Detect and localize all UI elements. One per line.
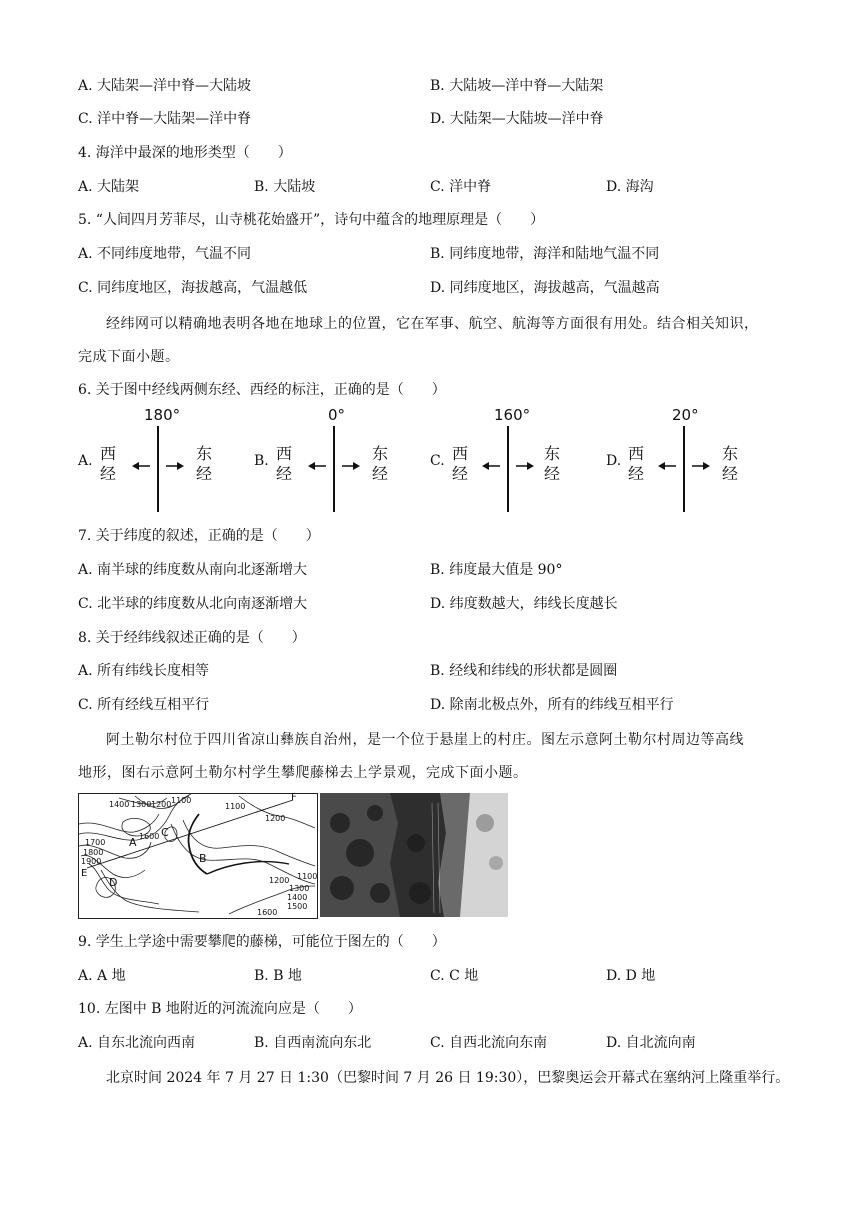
q6-stem: 6. 关于图中经线两侧东经、西经的标注，正确的是（ ） xyxy=(78,382,446,398)
q6-figure-a-degree: 180° xyxy=(144,406,181,424)
q6-figure-a-west: 西经 xyxy=(100,444,117,483)
q9-option-a: A. A 地 xyxy=(78,968,126,984)
contour-point-c: C xyxy=(161,826,169,839)
q6-figure-c-letter: C. xyxy=(430,453,445,469)
cliff-photo xyxy=(320,793,508,917)
q6-figure-d-letter: D. xyxy=(606,453,622,469)
q8-option-a: A. 所有纬线长度相等 xyxy=(78,663,210,679)
q5-option-b: B. 同纬度地带，海洋和陆地气温不同 xyxy=(430,246,660,262)
q3-option-c: C. 洋中脊—大陆架—洋中脊 xyxy=(78,111,252,127)
contour-label-1800: 1800 xyxy=(83,848,104,857)
q7-option-b: B. 纬度最大值是 90° xyxy=(430,562,563,578)
contour-label-1700: 1700 xyxy=(85,838,106,847)
intro2-line1: 阿土勒尔村位于四川省凉山彝族自治州，是一个位于悬崖上的村庄。图左示意阿土勒尔村周边等高线 xyxy=(106,732,744,748)
contour-label-1400-lower: 1400 xyxy=(287,893,308,902)
contour-label-1100-left: 1100 xyxy=(171,796,192,805)
q7-option-d: D. 纬度数越大，纬线长度越长 xyxy=(430,596,618,612)
q6-figure-c-west: 西经 xyxy=(452,444,469,483)
contour-label-1500-lower: 1500 xyxy=(287,902,308,911)
q6-figure-d xyxy=(606,404,776,514)
contour-label-1600: 1600 xyxy=(139,832,160,841)
contour-label-1100-lower: 1100 xyxy=(297,872,318,881)
q8-option-b: B. 经线和纬线的形状都是圆圈 xyxy=(430,663,618,679)
contour-label-1400: 1400 xyxy=(109,800,130,809)
q6-figure-b-letter: B. xyxy=(254,453,269,469)
contour-point-a: A xyxy=(129,836,137,849)
contour-point-e: E xyxy=(81,868,88,879)
q6-figure-b-west: 西经 xyxy=(276,444,293,483)
q9-option-b: B. B 地 xyxy=(254,968,302,984)
q10-option-d: D. 自北流向南 xyxy=(606,1035,696,1051)
q6-figure-c-degree: 160° xyxy=(494,406,531,424)
q5-option-c: C. 同纬度地区，海拔越高，气温越低 xyxy=(78,280,308,296)
q6-figure-d-east: 东经 xyxy=(722,444,739,483)
intro3-line1: 北京时间 2024 年 7 月 27 日 1:30（巴黎时间 7 月 26 日 19:30），巴黎奥运会开幕式在塞纳河上隆重举行。 xyxy=(106,1070,790,1086)
q10-option-a: A. 自东北流向西南 xyxy=(78,1035,196,1051)
q3-option-d: D. 大陆架—大陆坡—洋中脊 xyxy=(430,111,604,127)
contour-label-1200-right: 1200 xyxy=(265,814,286,823)
contour-label-1200-lower: 1200 xyxy=(269,876,290,885)
q6-figure-d-degree: 20° xyxy=(672,406,699,424)
q6-figure-a xyxy=(78,404,248,514)
q4-option-d: D. 海沟 xyxy=(606,179,654,195)
q3-option-b: B. 大陆坡—洋中脊—大陆架 xyxy=(430,78,604,94)
q5-stem: 5. “人间四月芳菲尽，山寺桃花始盛开”，诗句中蕴含的地理原理是（ ） xyxy=(78,212,545,228)
contour-label-1300: 1300 xyxy=(131,800,152,809)
q9-option-c: C. C 地 xyxy=(430,968,479,984)
q6-figure-a-letter: A. xyxy=(78,453,93,469)
intro1-line1: 经纬网可以精确地表明各地在地球上的位置，它在军事、航空、航海等方面很有用处。结合相关知识， xyxy=(106,316,759,332)
q7-stem: 7. 关于纬度的叙述，正确的是（ ） xyxy=(78,528,320,544)
q4-option-c: C. 洋中脊 xyxy=(430,179,492,195)
q10-option-b: B. 自西南流向东北 xyxy=(254,1035,372,1051)
q10-stem: 10. 左图中 B 地附近的河流流向应是（ ） xyxy=(78,1001,362,1017)
contour-label-1600-lower: 1600 xyxy=(257,908,278,917)
q7-option-a: A. 南半球的纬度数从南向北逐渐增大 xyxy=(78,562,308,578)
contour-point-f: F xyxy=(291,792,297,803)
q9-option-d: D. D 地 xyxy=(606,968,656,984)
intro2-line2: 地形，图右示意阿土勒尔村学生攀爬藤梯去上学景观，完成下面小题。 xyxy=(78,765,528,781)
contour-label-1200: 1200 xyxy=(151,800,172,809)
contour-label-1900: 1900 xyxy=(81,857,102,866)
q7-option-c: C. 北半球的纬度数从北向南逐渐增大 xyxy=(78,596,308,612)
q4-option-a: A. 大陆架 xyxy=(78,179,140,195)
q5-option-a: A. 不同纬度地带，气温不同 xyxy=(78,246,252,262)
contour-map xyxy=(78,793,318,919)
q4-option-b: B. 大陆坡 xyxy=(254,179,316,195)
q6-figure-b-degree: 0° xyxy=(328,406,346,424)
q10-option-c: C. 自西北流向东南 xyxy=(430,1035,548,1051)
contour-label-1300-lower: 1300 xyxy=(289,884,310,893)
q8-option-c: C. 所有经线互相平行 xyxy=(78,697,210,713)
q8-option-d: D. 除南北极点外，所有的纬线互相平行 xyxy=(430,697,674,713)
q6-figure-b-east: 东经 xyxy=(372,444,389,483)
q9-stem: 9. 学生上学途中需要攀爬的藤梯，可能位于图左的（ ） xyxy=(78,934,446,950)
q4-stem: 4. 海洋中最深的地形类型（ ） xyxy=(78,145,292,161)
q8-stem: 8. 关于经纬线叙述正确的是（ ） xyxy=(78,630,306,646)
q6-figure-c-east: 东经 xyxy=(544,444,561,483)
q6-figure-b xyxy=(254,404,424,514)
q6-figure-c xyxy=(430,404,600,514)
contour-label-1100-right: 1100 xyxy=(225,802,246,811)
q6-figure-a-east: 东经 xyxy=(196,444,213,483)
contour-point-b: B xyxy=(199,852,207,865)
contour-point-d: D xyxy=(109,876,118,889)
q3-option-a: A. 大陆架—洋中脊—大陆坡 xyxy=(78,78,252,94)
q5-option-d: D. 同纬度地区，海拔越高，气温越高 xyxy=(430,280,660,296)
q6-figure-d-west: 西经 xyxy=(628,444,645,483)
intro1-line2: 完成下面小题。 xyxy=(78,349,180,365)
